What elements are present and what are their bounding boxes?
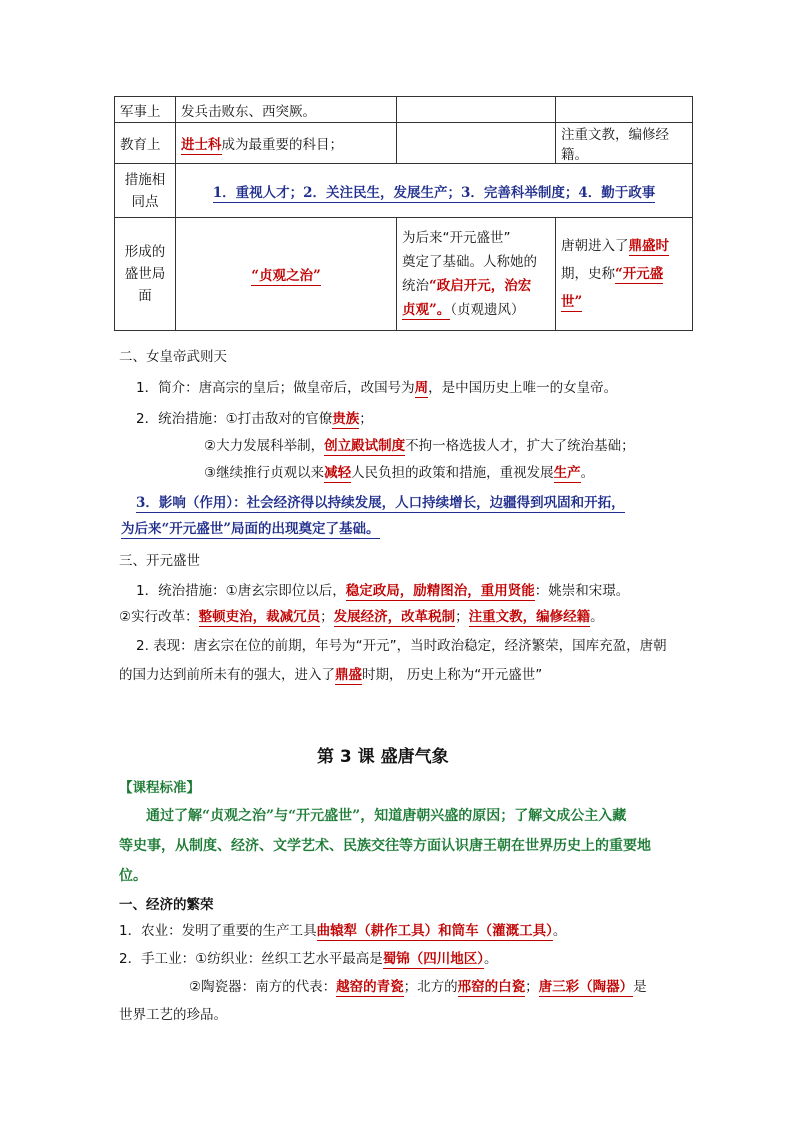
lesson-title: 第 3 课 盛唐气象 bbox=[317, 747, 449, 767]
row-label-common: 措施相 同点 bbox=[115, 164, 176, 218]
table-row-education bbox=[115, 123, 693, 164]
wu-measure-1: 2．统治措施：①打击敌对的官僚贵族； bbox=[136, 411, 373, 427]
education-col4: 注重文教，编修经籍。 bbox=[556, 123, 693, 164]
section-heading-kaiyuan: 三、开元盛世 bbox=[119, 553, 200, 569]
standard-line-1: 通过了解“贞观之治”与“开元盛世”，知道唐朝兴盛的原因；了解文成公主入藏 bbox=[146, 808, 627, 824]
section-heading-wu: 二、女皇帝武则天 bbox=[119, 349, 227, 365]
kaiyuan-performance-line-2: 的国力达到前所未有的强大，进入了鼎盛时期， 历史上称为“开元盛世” bbox=[119, 667, 543, 683]
handicraft-line: 2．手工业：①纺织业：丝织工艺水平最高是蜀锦（四川地区）。 bbox=[119, 951, 498, 967]
wu-impact-line-1: 3．影响（作用）：社会经济得以持续发展，人口持续增长，边疆得到巩固和开拓， bbox=[136, 495, 625, 511]
common-points: 1．重视人才；2．关注民生，发展生产；3．完善科举制度；4．勤于政事 bbox=[212, 184, 656, 201]
comparison-table bbox=[114, 96, 693, 331]
row-label-result: 形成的 盛世局 面 bbox=[115, 218, 176, 331]
wu-measure-3: ③继续推行贞观以来减轻人民负担的政策和措施，重视发展生产。 bbox=[204, 465, 595, 481]
kaiyuan-measure-1: 1．统治措施：①唐玄宗即位以后，稳定政局，励精图治，重用贤能：姚崇和宋璟。 bbox=[136, 583, 630, 599]
agriculture-line: 1．农业：发明了重要的生产工具曲辕犁（耕作工具）和筒车（灌溉工具）。 bbox=[119, 923, 567, 939]
row-label-military: 军事上 bbox=[115, 97, 176, 123]
wu-measure-2: ②大力发展科举制，创立殿试制度不拘一格选拔人才，扩大了统治基础； bbox=[204, 438, 635, 454]
standard-line-3: 位。 bbox=[119, 868, 147, 884]
pottery-line-2: 世界工艺的珍品。 bbox=[119, 1007, 227, 1023]
table-row-result bbox=[115, 218, 693, 331]
kaiyuan-result-cell: 唐朝进入了鼎盛时 期，史称“开元盛 世” bbox=[556, 218, 693, 331]
table-row-common bbox=[115, 164, 693, 218]
zhenguan-rule: “贞观之治” bbox=[251, 268, 321, 284]
pottery-line: ②陶瓷器：南方的代表：越窑的青瓷；北方的邢窑的白瓷；唐三彩（陶器）是 bbox=[189, 979, 647, 995]
curriculum-standard-label: 【课程标准】 bbox=[119, 780, 200, 796]
education-text: 成为最重要的科目； bbox=[221, 137, 343, 153]
economy-heading: 一、经济的繁荣 bbox=[119, 897, 214, 913]
standard-line-2: 等史事，从制度、经济、文学艺术、民族交往等方面认识唐王朝在世界历史上的重要地 bbox=[119, 838, 651, 854]
row-label-education: 教育上 bbox=[115, 123, 176, 164]
table-row-military bbox=[115, 97, 693, 123]
wu-intro: 1．简介：唐高宗的皇后；做皇帝后，改国号为周，是中国历史上唯一的女皇帝。 bbox=[136, 380, 618, 396]
wu-impact-line-2: 为后来“开元盛世”局面的出现奠定了基础。 bbox=[121, 521, 380, 537]
kaiyuan-measure-2: ②实行改革：整顿吏治，裁减冗员；发展经济，改革税制；注重文教，编修经籍。 bbox=[119, 609, 604, 625]
education-keyword: 进士科 bbox=[181, 137, 222, 153]
military-text: 发兵击败东、西突厥。 bbox=[176, 97, 397, 123]
kaiyuan-performance-line-1: 2. 表现：唐玄宗在位的前期，年号为“开元”，当时政治稳定，经济繁荣，国库充盈，唐朝 bbox=[136, 638, 667, 654]
wu-result-cell: 为后来“开元盛世” 奠定了基础。人称她的 统治“政启开元，治宏 贞观”。（贞观遗风） bbox=[397, 218, 556, 331]
